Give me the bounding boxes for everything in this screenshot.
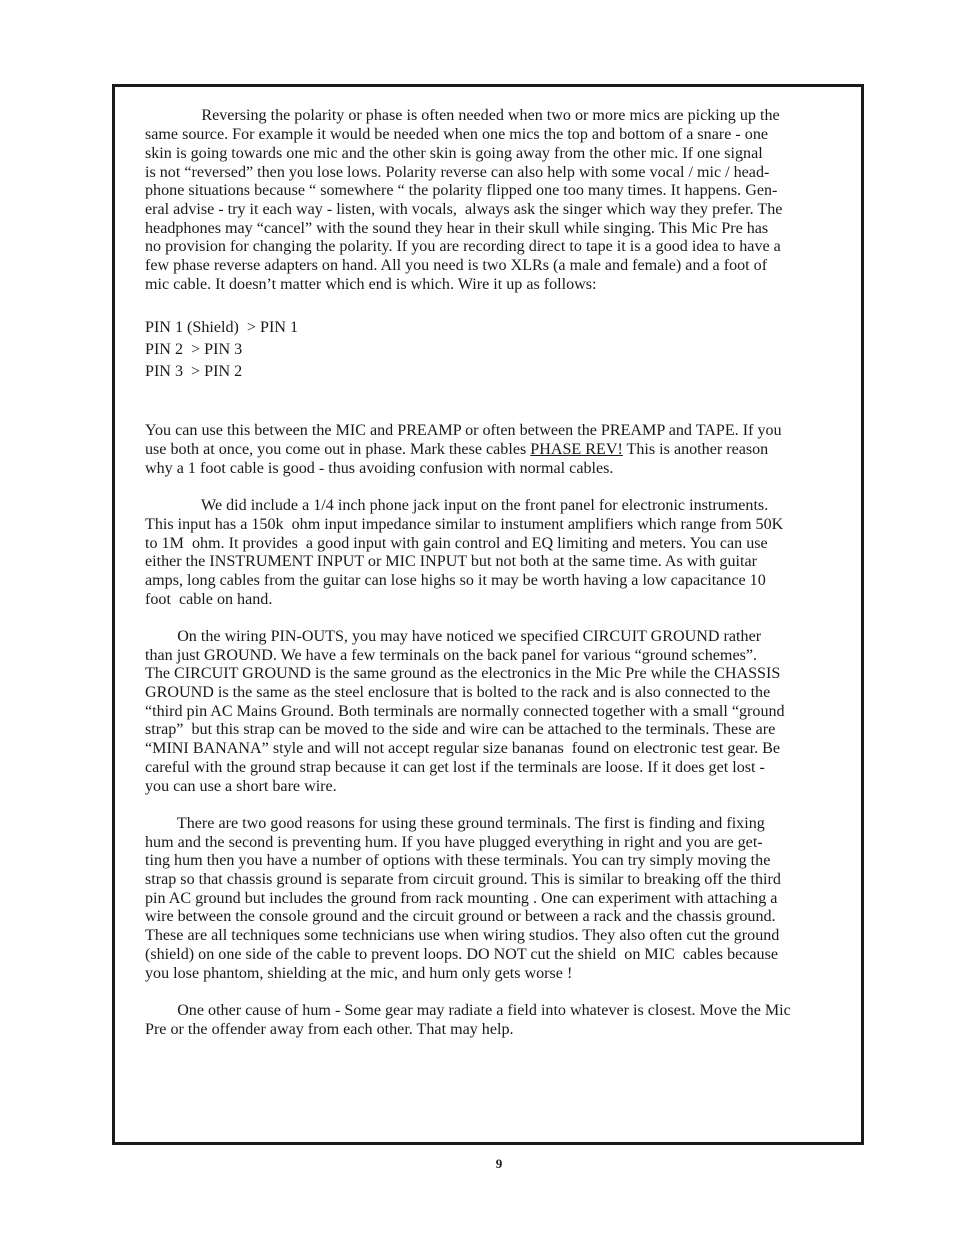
paragraph-line: One other cause of hum - Some gear may radiate a field into whatever is closest. Move the Mic <box>145 1002 791 1019</box>
pin-wiring-item: PIN 3 > PIN 2 <box>145 363 243 380</box>
paragraph-line: The CIRCUIT GROUND is the same ground as the electronics in the Mic Pre while the CHASSIS <box>145 665 781 682</box>
paragraph-line: you lose phantom, shielding at the mic, and hum only gets worse ! <box>145 965 573 982</box>
paragraph-line: mic cable. It doesn’t matter which end is which. Wire it up as follows: <box>145 276 597 293</box>
paragraph-line: either the INSTRUMENT INPUT or MIC INPUT but not both at the same time. As with guitar <box>145 553 757 570</box>
paragraph-line: “MINI BANANA” style and will not accept regular size bananas found on electronic test gear. Be <box>145 740 781 757</box>
paragraph-line: than just GROUND. We have a few terminals on the back panel for various “ground schemes”. <box>145 647 758 664</box>
paragraph-line: phone situations because “ somewhere “ the polarity flipped one too many times. It happens. Gen- <box>145 182 778 199</box>
paragraph-line: hum and the second is preventing hum. If you have plugged everything in right and you are get- <box>145 834 763 851</box>
pin-wiring-item: PIN 1 (Shield) > PIN 1 <box>145 319 299 336</box>
paragraph-line: ting hum then you have a number of options with these terminals. You can try simply moving the <box>145 852 771 869</box>
pin-wiring-item: PIN 2 > PIN 3 <box>145 341 243 358</box>
phase-rev-label: PHASE REV! <box>530 441 623 458</box>
paragraph-line: few phase reverse adapters on hand. All you need is two XLRs (a male and female) and a foot of <box>145 257 768 274</box>
paragraph-line: There are two good reasons for using these ground terminals. The first is finding and fixing <box>145 815 765 832</box>
paragraph-line: Reversing the polarity or phase is often needed when two or more mics are picking up the <box>145 107 780 124</box>
paragraph-line: is not “reversed” then you lose lows. Polarity reverse can also help with some vocal / mic / head- <box>145 164 770 181</box>
paragraph-line: (shield) on one side of the cable to prevent loops. DO NOT cut the shield on MIC cables because <box>145 946 779 963</box>
page-number: 9 <box>495 1156 503 1171</box>
paragraph-line: strap” but this strap can be moved to the side and wire can be attached to the terminals. These are <box>145 721 776 738</box>
paragraph-line: headphones may “cancel” with the sound they hear in their skull while singing. This Mic Pre has <box>145 220 769 237</box>
paragraph-line: Pre or the offender away from each other. That may help. <box>145 1021 514 1038</box>
paragraph-line: amps, long cables from the guitar can lose highs so it may be worth having a low capacitance 10 <box>145 572 766 589</box>
paragraph-line: We did include a 1/4 inch phone jack input on the front panel for electronic instruments. <box>145 497 769 514</box>
paragraph-line: “third pin AC Mains Ground. Both terminals are normally connected together with a small “ground <box>145 703 785 720</box>
paragraph-line: These are all techniques some technicians use when wiring studios. They also often cut the ground <box>145 927 780 944</box>
paragraph-line: wire between the console ground and the circuit ground or between a rack and the chassis ground. <box>145 908 776 925</box>
paragraph-line: strap so that chassis ground is separate from circuit ground. This is similar to breaking off the third <box>145 871 781 888</box>
paragraph-line: same source. For example it would be needed when one mics the top and bottom of a snare - one <box>145 126 769 143</box>
paragraph-line: You can use this between the MIC and PREAMP or often between the PREAMP and TAPE. If you <box>145 422 782 439</box>
paragraph-line: This input has a 150k ohm input impedance similar to instument amplifiers which range from 50K <box>145 516 784 533</box>
paragraph-line: GROUND is the same as the steel enclosure that is bolted to the rack and is also connected to the <box>145 684 771 701</box>
text-run: use both at once, you come out in phase. Mark these cables <box>145 441 531 458</box>
paragraph-line: foot cable on hand. <box>145 591 273 608</box>
text-run: This is another reason <box>622 441 769 458</box>
paragraph-line: eral advise - try it each way - listen, with vocals, always ask the singer which way they prefer. The <box>145 201 783 218</box>
paragraph-line: to 1M ohm. It provides a good input with gain control and EQ limiting and meters. You can use <box>145 535 768 552</box>
paragraph-line: On the wiring PIN-OUTS, you may have noticed we specified CIRCUIT GROUND rather <box>145 628 762 645</box>
paragraph-line: no provision for changing the polarity. If you are recording direct to tape it is a good idea to have a <box>145 238 781 255</box>
paragraph-line: skin is going towards one mic and the other skin is going away from the other mic. If one signal <box>145 145 763 162</box>
paragraph-line: you can use a short bare wire. <box>145 778 337 795</box>
paragraph-line <box>145 440 768 459</box>
paragraph-line: careful with the ground strap because it can get lost if the terminals are loose. If it does get lost - <box>145 759 765 776</box>
paragraph-line: why a 1 foot cable is good - thus avoiding confusion with normal cables. <box>145 460 614 477</box>
paragraph-line: pin AC ground but includes the ground from rack mounting . One can experiment with attaching a <box>145 890 778 907</box>
